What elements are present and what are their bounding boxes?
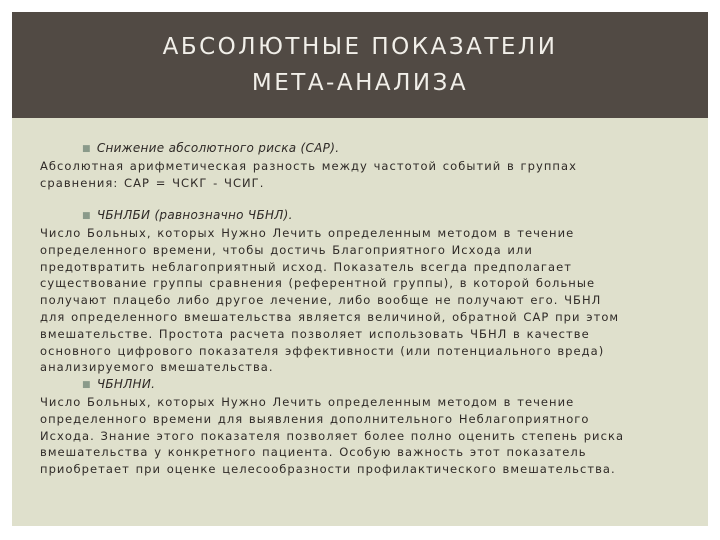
slide-content-area — [12, 118, 708, 526]
section-paragraph — [40, 225, 700, 376]
paragraph-line: для определенного вмешательства является величиной, обратной САР при этом — [40, 309, 620, 324]
paragraph-line: Абсолютная арифметическая разность между частотой событий в группах — [40, 159, 577, 173]
paragraph-line: вмешательства у конкретного пациента. Особую важность этот показатель — [40, 445, 587, 460]
paragraph-line: Число Больных, которых Нужно Лечить определенным методом в течение — [40, 395, 575, 409]
square-bullet-icon: ■ — [82, 144, 91, 154]
section-nnt-benefit — [40, 207, 700, 376]
section-heading — [82, 140, 700, 158]
paragraph-line: предотвратить неблагоприятный исход. Показатель всегда предполагает — [40, 259, 572, 274]
slide-title-line-1: АБСОЛЮТНЫЕ ПОКАЗАТЕЛИ — [162, 34, 558, 60]
paragraph-line: существование группы сравнения (референтной группы), в которой больные — [40, 276, 596, 291]
section-heading — [82, 207, 700, 225]
paragraph-line: определенного времени, чтобы достичь Благоприятного Исхода или — [40, 242, 533, 257]
paragraph-line: приобретает при оценке целесообразности профилактического вмешательства. — [40, 462, 616, 477]
section-nnt-harm — [40, 376, 700, 478]
slide-title-bar — [12, 12, 708, 118]
paragraph-line: определенного времени для выявления дополнительного Неблагоприятного — [40, 411, 590, 426]
section-heading-text: ЧБНЛНИ. — [96, 377, 156, 391]
paragraph-line: сравнения: САР = ЧСКГ - ЧСИГ. — [40, 175, 265, 190]
square-bullet-icon: ■ — [82, 211, 91, 221]
slide-title-line-2: МЕТА-АНАЛИЗА — [251, 70, 469, 96]
paragraph-line: вмешательстве. Простота расчета позволяет использовать ЧБНЛ в качестве — [40, 326, 590, 341]
section-heading-text: ЧБНЛБИ (равнозначно ЧБНЛ). — [96, 208, 293, 222]
section-paragraph — [40, 394, 700, 478]
paragraph-line: Число Больных, которых Нужно Лечить определенным методом в течение — [40, 226, 575, 240]
paragraph-line: анализируемого вмешательства. — [40, 360, 274, 375]
paragraph-line: Исхода. Знание этого показателя позволяет более полно оценить степень риска — [40, 428, 625, 443]
paragraph-line: основного цифрового показателя эффективности (или потенциального вреда) — [40, 343, 605, 358]
section-absolute-risk-reduction — [40, 140, 700, 192]
section-heading-text: Снижение абсолютного риска (САР). — [96, 141, 340, 155]
square-bullet-icon: ■ — [82, 380, 91, 390]
section-heading — [82, 376, 700, 394]
section-paragraph — [40, 158, 700, 192]
paragraph-line: получают плацебо либо другое лечение, либо вообще не получают его. ЧБНЛ — [40, 293, 602, 308]
